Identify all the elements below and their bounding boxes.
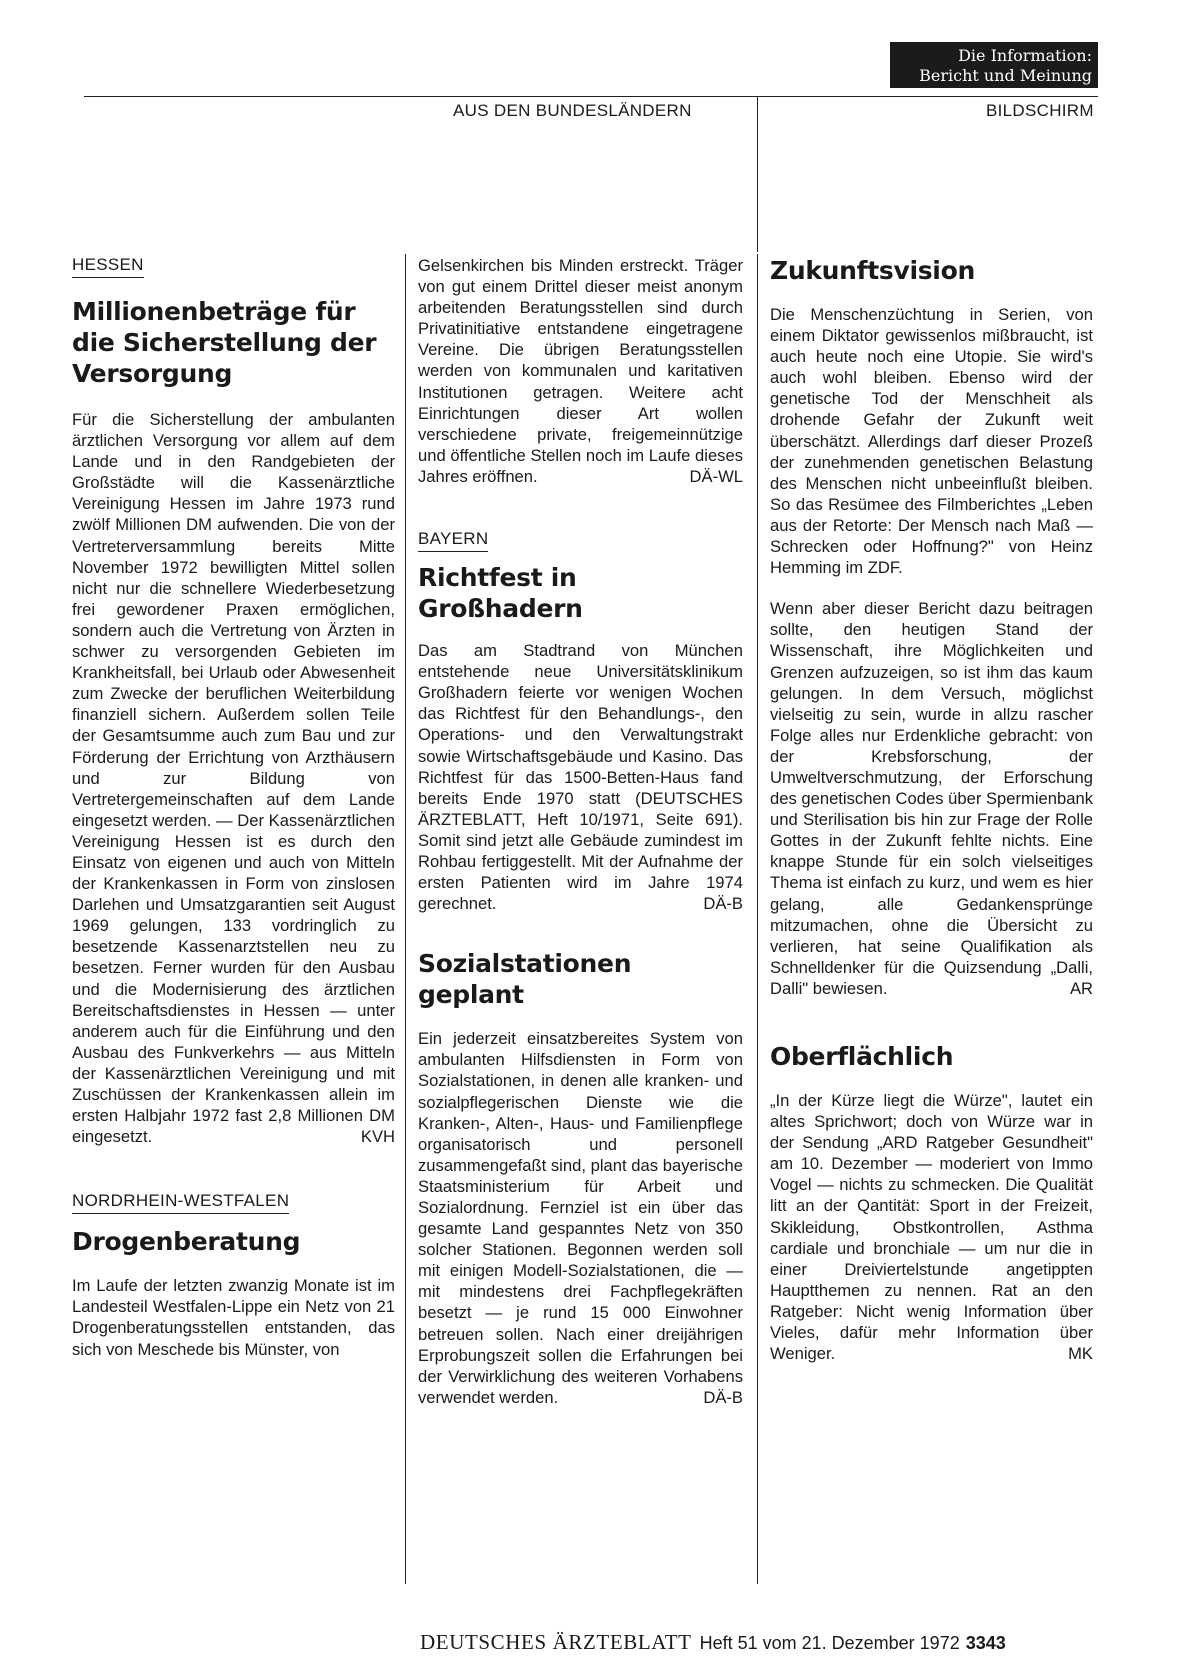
article-bayern xyxy=(418,529,743,914)
body-sozialstationen: Ein jederzeit einsatzbereites System von ambulanten Hilfsdiensten in Form von Sozialstationen, in denen alle kranken- und sozialpflegerischen Dienste wie die Kranken-, Alten-, Haus- und Familienpflege organisatorisch und personell zusammengefaßt sind, plant das bayerische Staatsministerium für Arbeit und Sozialordnung. Fernziel ist ein über das gesamte Land gespanntes Netz von 350 solcher Stationen. Begonnen werden soll mit einigen Modell-Sozialstationen, die — mit mindestens drei Fachpflegekräften besetzt — je rund 15 000 Einwohner betreuen sollen. Nach einer dreijährigen Erprobungszeit sollen die Erfahrungen bei der Verwirklichung des weiteren Vorhabens verwendet werden. DÄ-B xyxy=(418,1029,743,1407)
footer-page-number: 3343 xyxy=(965,1633,1006,1653)
signature-bayern: DÄ-B xyxy=(703,894,743,914)
body-bayern: Das am Stadtrand von München entstehende neue Universitätsklinikum Großhadern feierte vor wenigen Wochen das Richtfest für den Behandlungs-, den Operations- und den Verwaltungstrakt sowie Wirtschaftsgebäude und Kasino. Das Richtfest für das 1500-Betten-Haus fand bereits Ende 1970 statt (DEUTSCHES ÄRZTEBLATT, Heft 10/1971, Seite 691). Somit sind jetzt alle Gebäude zumindest im Rohbau fertiggestellt. Mit der Aufnahme der ersten Patienten wird im Jahre 1974 gerechnet. DÄ-B xyxy=(418,641,743,914)
body-zukunftsvision-1: Die Menschenzüchtung in Serien, von einem Diktator gewissenlos mißbraucht, ist auch heute noch eine Utopie. Sie wird's auch wohl bleiben. Ebenso wird der genetische Tod der Menschheit als drohende Gefahr der Zukunft weit überschätzt. Allerdings darf dieser Prozeß der zunehmenden genetischen Belastung des Menschen nicht unbeeinflußt bleiben. So das Resümee des Filmberichtes „Leben aus der Retorte: Der Mensch nach Maß — Schrecken oder Hoffnung?" von Heinz Hemming im ZDF. xyxy=(770,305,1093,578)
column-divider-right xyxy=(757,254,758,1584)
section-banner xyxy=(890,42,1098,88)
column-divider-top xyxy=(757,96,758,252)
column-3 xyxy=(770,255,1093,1364)
banner-line-2: Bericht und Meinung xyxy=(919,66,1092,85)
page-footer xyxy=(420,1630,1006,1655)
headline-nrw: Drogenberatung xyxy=(72,1227,301,1257)
signature-sozialstationen: DÄ-B xyxy=(703,1387,743,1407)
banner-line-1: Die Information: xyxy=(958,46,1092,65)
headline-hessen: Millionenbeträge für die Sicherstellung der Versorgung xyxy=(72,297,377,388)
body-nrw-part-1: Im Laufe der letzten zwanzig Monate ist im Landesteil Westfalen-Lippe ein Netz von 21 Drogenberatungsstellen entstanden, das sich von Meschede bis Münster, von xyxy=(72,1276,395,1359)
article-hessen xyxy=(72,255,395,1147)
footer-magazine: DEUTSCHES ÄRZTEBLATT xyxy=(420,1630,692,1654)
body-oberflaechlich: „In der Kürze liegt die Würze", lautet ein altes Sprichwort; doch von Würze war in der Sendung „ARD Ratgeber Gesundheit" am 10. Dezember — moderiert von Immo Vogel — nichts zu schmecken. Die Qualität litt an der Qantität: Sport in der Freizeit, Skikleidung, Obstkontrollen, Asthma cardiale und bronchiale — um nur die in einer Dreiviertelstunde angetippten Hauptthemen zu nennen. Rat an den Ratgeber: Nicht wenig Information über Vieles, dafür mehr Information über Weniger. MK xyxy=(770,1091,1093,1364)
signature-zukunftsvision: AR xyxy=(1069,978,1093,998)
headline-bayern: Richtfest in Großhadern xyxy=(418,563,583,624)
kicker-hessen: HESSEN xyxy=(72,255,144,278)
column-2 xyxy=(418,255,743,1408)
top-rule xyxy=(84,96,1098,97)
column-divider-left xyxy=(405,254,406,1584)
article-zukunftsvision xyxy=(770,255,1093,999)
signature-hessen: KVH xyxy=(360,1127,395,1147)
section-label-laender: AUS DEN BUNDESLÄNDERN xyxy=(453,101,692,120)
body-zukunftsvision-2: Wenn aber dieser Bericht dazu beitragen sollte, den heutigen Stand der Wissenschaft, ihre Möglichkeiten und Grenzen aufzuzeigen, so ist ihm das kaum gelungen. In dem Versuch, möglichst vielseitig zu sein, wurde in allzu rascher Folge alles nur Erdenkliche gebracht: von der Krebsforschung, der Umweltverschmutzung, der Erforschung des genetischen Codes über Spermienbank und Sterilisation bis hin zur Frage der Rolle Gottes in der Zukunft fehlte nichts. Eine knappe Stunde für ein solch vielseitiges Thema ist einfach zu kurz, und wem es hier gelang, alle Gedankensprünge mitzumachen, ohne die Übersicht zu verlieren, hat seine Qualifikation als Schnelldenker für die Quizsendung „Dalli, Dalli" bewiesen. AR xyxy=(770,599,1093,998)
signature-nrw: DÄ-WL xyxy=(689,466,743,486)
headline-zukunftsvision: Zukunftsvision xyxy=(770,256,975,285)
column-1 xyxy=(72,255,395,1360)
section-label-bildschirm: BILDSCHIRM xyxy=(986,101,1094,120)
kicker-nrw: NORDRHEIN-WESTFALEN xyxy=(72,1191,289,1214)
kicker-bayern: BAYERN xyxy=(418,529,488,552)
article-oberflaechlich xyxy=(770,1041,1093,1364)
article-sozialstationen xyxy=(418,948,743,1408)
body-nrw-part-2: Gelsenkirchen bis Minden erstreckt. Träger von gut einem Drittel dieser meist anonym arbeitenden Beratungsstellen sind durch Privatinitiative entstandene eingetragene Vereine. Die übrigen Beratungsstellen werden von kommunalen und karitativen Institutionen getragen. Weitere acht Einrichtungen dieser Art wollen verschiedene private, freigemeinnützige und öffentliche Stellen noch im Laufe dieses Jahres eröffnen. DÄ-WL xyxy=(418,256,743,486)
article-nrw xyxy=(72,1191,395,1359)
footer-issue: Heft 51 vom 21. Dezember 1972 xyxy=(699,1633,960,1653)
signature-oberflaechlich: MK xyxy=(1068,1344,1093,1364)
body-hessen: Für die Sicherstellung der ambulanten ärztlichen Versorgung vor allem auf dem Lande und in den Randgebieten der Großstädte will die Kassenärztliche Vereinigung Hessen im Jahre 1973 rund zwölf Millionen DM aufwenden. Die von der Vertreterversammlung bereits Mitte November 1972 bewilligten Mittel sollen nicht nur die schnellere Wiederbesetzung frei gewordener Praxen ermöglichen, sondern auch die Vertretung von Ärzten in schwer zu versorgenden Gebieten im Krankheitsfall, bei Urlaub oder Abwesenheit zum Zwecke der beruflichen Weiterbildung finanziell sichern. Außerdem sollen Teile der Gesamtsumme auch zum Bau und zur Förderung der Errichtung von Arzthäusern und zur Bildung von Vertretergemeinschaften auf dem Lande eingesetzt werden. — Der Kassenärztlichen Vereinigung Hessen ist es durch den Einsatz von eigenen und auch von Mitteln der Krankenkassen in Form von zinslosen Darlehen und Umsatzgarantien seit August 1969 gelungen, 133 vordringlich zu besetzende Kassenarztstellen neu zu besetzen. Ferner wurden für den Ausbau und die Modernisierung des ärztlichen Bereitschaftsdienstes in Hessen — unter anderem auch für die Einführung und den Ausbau des Funkverkehrs — aus Mitteln der Kassenärztlichen Vereinigung und mit Zuschüssen der Krankenkassen allein im ersten Halbjahr 1972 fast 2,8 Millionen DM eingesetzt. KVH xyxy=(72,410,395,1147)
headline-sozialstationen: Sozialstationen geplant xyxy=(418,949,632,1010)
headline-oberflaechlich: Oberflächlich xyxy=(770,1042,954,1071)
